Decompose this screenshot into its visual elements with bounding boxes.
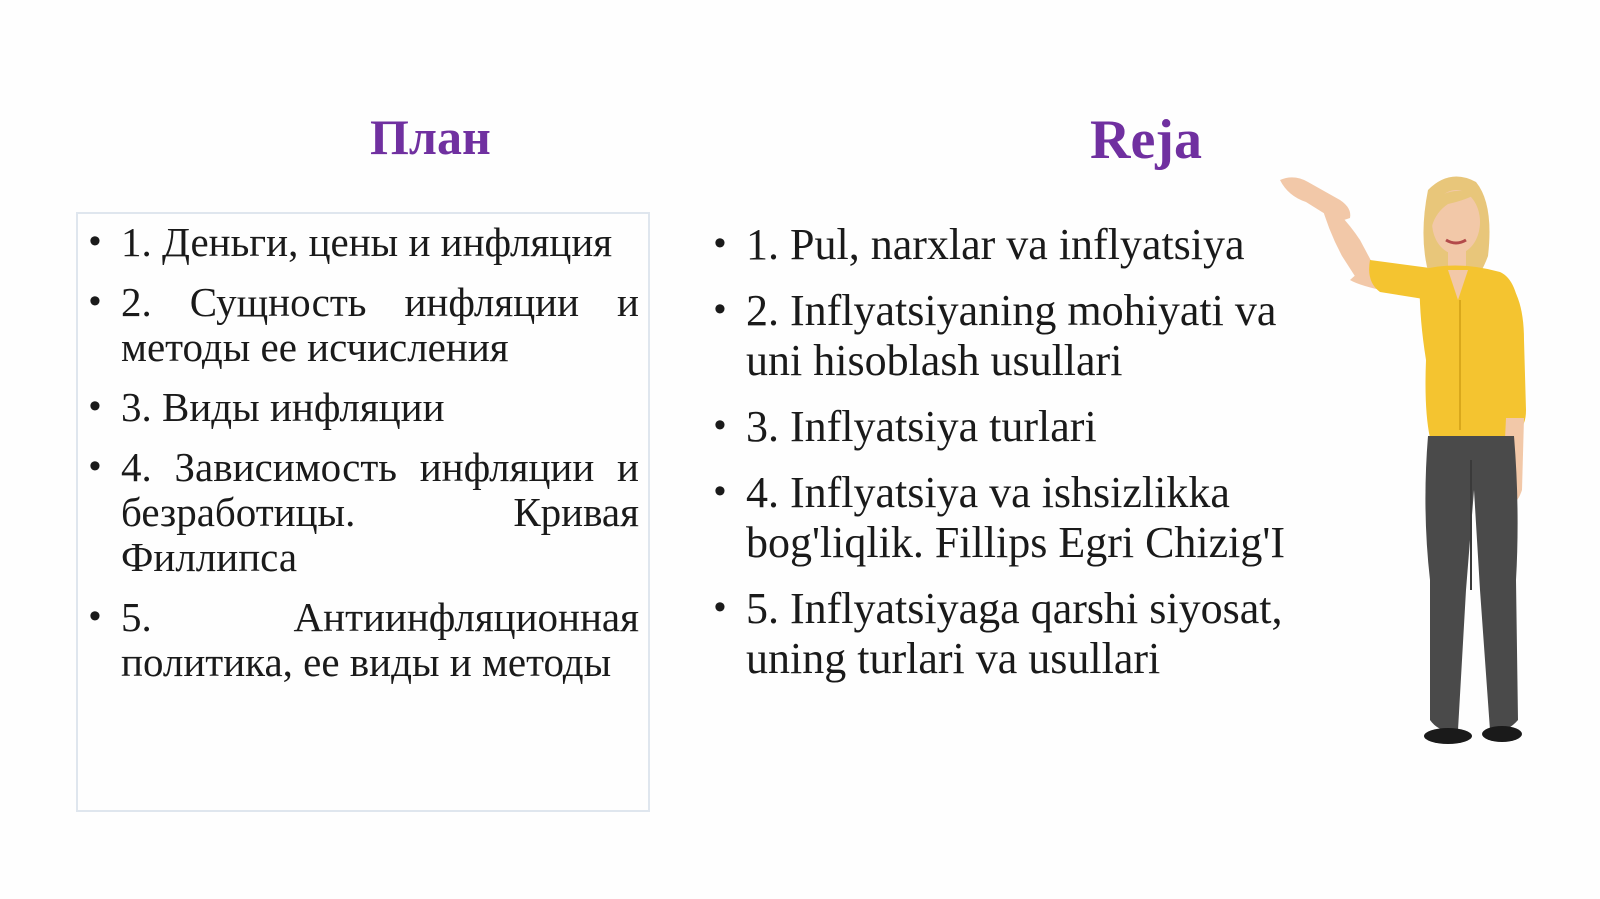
- bullet: •: [89, 447, 101, 485]
- bullet: •: [89, 282, 101, 320]
- bullet: •: [89, 387, 101, 425]
- plan-item-text: 3. Виды инфляции: [121, 384, 445, 430]
- title-uz: Reja: [1090, 109, 1202, 171]
- plan-item-uz-2: [714, 286, 1306, 386]
- plan-item-ru-2: [89, 279, 639, 370]
- plan-item-text: 2. Сущность инфляции и методы ее исчисления: [121, 279, 639, 370]
- presenter-illustration: [1280, 160, 1580, 780]
- plan-item-text: 4. Inflyatsiya va ishsizlikka bog'liqlik. Fillips Egri Chizig'I: [746, 468, 1285, 567]
- plan-item-uz-3: [714, 402, 1306, 452]
- presenter-shoe-left: [1482, 726, 1522, 742]
- plan-item-text: 1. Деньги, цены и инфляция: [121, 219, 613, 265]
- plan-item-text: 3. Inflyatsiya turlari: [746, 402, 1097, 451]
- presenter-shoe-right: [1424, 728, 1472, 744]
- bullet: •: [714, 588, 726, 626]
- plan-item-uz-5: [714, 584, 1306, 684]
- plan-item-text: 5. Антиинфляционная политика, ее виды и методы: [121, 594, 639, 685]
- bullet: •: [714, 406, 726, 444]
- plan-list-ru: [89, 219, 639, 700]
- bullet: •: [714, 290, 726, 328]
- bullet: •: [89, 222, 101, 260]
- plan-box-ru: [76, 212, 650, 812]
- bullet: •: [714, 472, 726, 510]
- plan-list-uz: [714, 220, 1306, 700]
- plan-item-text: 5. Inflyatsiyaga qarshi siyosat, uning turlari va usullari: [746, 584, 1283, 683]
- title-ru: План: [370, 109, 491, 165]
- plan-item-text: 2. Inflyatsiyaning mohiyati va uni hisoblash usullari: [746, 286, 1277, 385]
- plan-item-ru-5: [89, 594, 639, 685]
- plan-item-text: 4. Зависимость инфляции и безработицы. Кривая Филлипса: [121, 444, 639, 580]
- plan-item-ru-3: [89, 384, 639, 430]
- plan-item-text: 1. Pul, narxlar va inflyatsiya: [746, 220, 1245, 269]
- bullet: •: [714, 224, 726, 262]
- plan-item-ru-4: [89, 444, 639, 580]
- plan-item-uz-4: [714, 468, 1306, 568]
- bullet: •: [89, 597, 101, 635]
- plan-item-uz-1: [714, 220, 1306, 270]
- plan-item-ru-1: [89, 219, 639, 265]
